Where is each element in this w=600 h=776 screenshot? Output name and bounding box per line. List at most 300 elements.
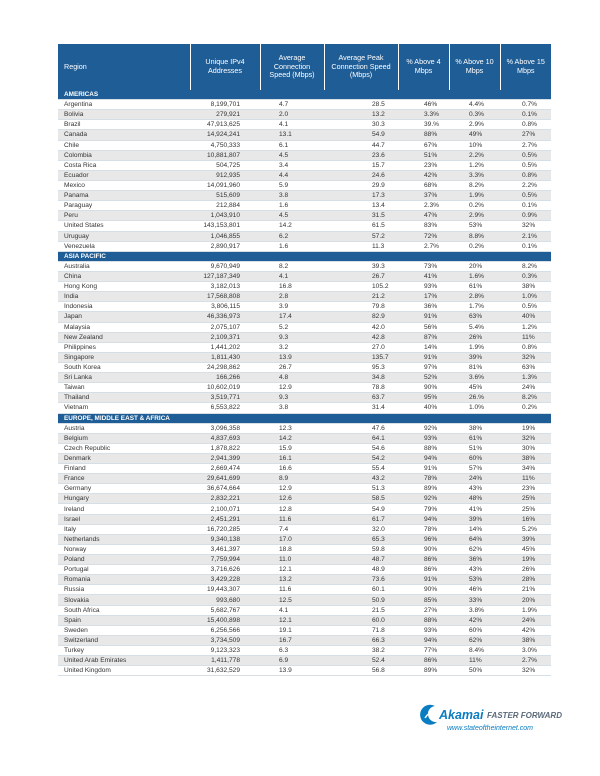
value-cell: 54.6 <box>324 443 398 453</box>
table-row <box>58 160 551 170</box>
value-cell: 7,759,994 <box>190 555 260 565</box>
value-cell: 13.2 <box>260 575 324 585</box>
country-cell: Indonesia <box>58 302 190 312</box>
value-cell: 86% <box>398 656 449 666</box>
country-cell: Canada <box>58 130 190 140</box>
value-cell: 16.8 <box>260 282 324 292</box>
value-cell: 1.6 <box>260 201 324 211</box>
value-cell: 26.7 <box>260 362 324 372</box>
value-cell: 30.3 <box>324 120 398 130</box>
country-cell: Sri Lanka <box>58 373 190 383</box>
value-cell: 61.5 <box>324 221 398 231</box>
value-cell: 17% <box>398 292 449 302</box>
country-cell: Denmark <box>58 453 190 463</box>
value-cell: 12.1 <box>260 565 324 575</box>
value-cell: 60% <box>449 625 500 635</box>
table-row <box>58 555 551 565</box>
value-cell: 0.2% <box>449 241 500 251</box>
value-cell: 61.7 <box>324 514 398 524</box>
value-cell: 1.9% <box>500 605 551 615</box>
value-cell: 0.2% <box>449 201 500 211</box>
value-cell: 11.6 <box>260 585 324 595</box>
value-cell: 3,519,771 <box>190 393 260 403</box>
value-cell: 2.7% <box>398 241 449 251</box>
table-row <box>58 261 551 271</box>
country-cell: United Kingdom <box>58 666 190 676</box>
table-row <box>58 646 551 656</box>
value-cell: 14% <box>449 524 500 534</box>
table-row <box>58 433 551 443</box>
value-cell: 39% <box>449 514 500 524</box>
country-cell: Malaysia <box>58 322 190 332</box>
value-cell: 1.9% <box>449 191 500 201</box>
value-cell: 1.0% <box>500 292 551 302</box>
value-cell: 0.1% <box>500 241 551 251</box>
country-cell: Norway <box>58 544 190 554</box>
table-row <box>58 170 551 180</box>
value-cell: 90% <box>398 383 449 393</box>
table-row <box>58 625 551 635</box>
value-cell: 93% <box>398 433 449 443</box>
value-cell: 77% <box>398 646 449 656</box>
country-cell: Singapore <box>58 352 190 362</box>
value-cell: 36% <box>449 555 500 565</box>
value-cell: 71.8 <box>324 625 398 635</box>
value-cell: 0.3% <box>449 110 500 120</box>
value-cell: 9,123,323 <box>190 646 260 656</box>
value-cell: 23% <box>500 484 551 494</box>
country-cell: Belgium <box>58 433 190 443</box>
value-cell: 81% <box>449 362 500 372</box>
value-cell: 24% <box>449 474 500 484</box>
value-cell: 73.6 <box>324 575 398 585</box>
value-cell: 4.4% <box>449 100 500 110</box>
value-cell: 23% <box>398 160 449 170</box>
value-cell: 0.5% <box>500 160 551 170</box>
value-cell: 15.9 <box>260 443 324 453</box>
country-cell: Netherlands <box>58 534 190 544</box>
value-cell: 45% <box>449 383 500 393</box>
table-row <box>58 383 551 393</box>
country-cell: India <box>58 292 190 302</box>
table-row <box>58 292 551 302</box>
country-cell: Mexico <box>58 180 190 190</box>
value-cell: 2.7% <box>500 656 551 666</box>
country-cell: Philippines <box>58 342 190 352</box>
value-cell: 8.2 <box>260 261 324 271</box>
country-cell: Poland <box>58 555 190 565</box>
table-row <box>58 271 551 281</box>
country-cell: Spain <box>58 615 190 625</box>
value-cell: 34.8 <box>324 373 398 383</box>
value-cell: 13.9 <box>260 666 324 676</box>
value-cell: 9.3 <box>260 332 324 342</box>
value-cell: 4,750,333 <box>190 140 260 150</box>
value-cell: 5.4% <box>449 322 500 332</box>
value-cell: 2,100,071 <box>190 504 260 514</box>
value-cell: 54.9 <box>324 130 398 140</box>
value-cell: 89% <box>398 666 449 676</box>
header-above-10: % Above 10 Mbps <box>449 44 500 90</box>
value-cell: 6,553,822 <box>190 403 260 413</box>
country-cell: Romania <box>58 575 190 585</box>
value-cell: 57.2 <box>324 231 398 241</box>
country-cell: Hong Kong <box>58 282 190 292</box>
table-row <box>58 504 551 514</box>
table-row <box>58 120 551 130</box>
table-row <box>58 656 551 666</box>
value-cell: 11% <box>500 474 551 484</box>
value-cell: 2.8 <box>260 292 324 302</box>
value-cell: 64.1 <box>324 433 398 443</box>
value-cell: 105.2 <box>324 282 398 292</box>
value-cell: 91% <box>398 352 449 362</box>
value-cell: 60% <box>449 453 500 463</box>
header-above-15: % Above 15 Mbps <box>500 44 551 90</box>
value-cell: 32% <box>500 666 551 676</box>
value-cell: 8.4% <box>449 646 500 656</box>
value-cell: 9.3 <box>260 393 324 403</box>
value-cell: 3.8 <box>260 403 324 413</box>
value-cell: 19% <box>500 423 551 433</box>
country-cell: Hungary <box>58 494 190 504</box>
value-cell: 51% <box>449 443 500 453</box>
value-cell: 19.1 <box>260 625 324 635</box>
table-row <box>58 342 551 352</box>
value-cell: 3.0% <box>500 646 551 656</box>
value-cell: 67% <box>398 140 449 150</box>
country-cell: South Korea <box>58 362 190 372</box>
value-cell: 27% <box>398 605 449 615</box>
value-cell: 33% <box>449 595 500 605</box>
value-cell: 15.7 <box>324 160 398 170</box>
value-cell: 25% <box>500 504 551 514</box>
value-cell: 62% <box>449 544 500 554</box>
header-avg-speed: Average Connection Speed (Mbps) <box>260 44 324 90</box>
country-cell: Slovakia <box>58 595 190 605</box>
country-cell: Bolivia <box>58 110 190 120</box>
value-cell: 43% <box>449 484 500 494</box>
country-cell: Peru <box>58 211 190 221</box>
value-cell: 42.0 <box>324 322 398 332</box>
value-cell: 2.0 <box>260 110 324 120</box>
value-cell: 912,935 <box>190 170 260 180</box>
value-cell: 3.8 <box>260 191 324 201</box>
value-cell: 6.2 <box>260 231 324 241</box>
value-cell: 46% <box>398 100 449 110</box>
value-cell: 38.2 <box>324 646 398 656</box>
value-cell: 3.3% <box>398 110 449 120</box>
country-cell: Paraguay <box>58 201 190 211</box>
value-cell: 96% <box>398 534 449 544</box>
table-row <box>58 180 551 190</box>
country-cell: Australia <box>58 261 190 271</box>
country-cell: Costa Rica <box>58 160 190 170</box>
country-cell: Sweden <box>58 625 190 635</box>
value-cell: 11% <box>449 656 500 666</box>
value-cell: 31.4 <box>324 403 398 413</box>
table-row <box>58 605 551 615</box>
value-cell: 3.6% <box>449 373 500 383</box>
akamai-tagline: FASTER FORWARD <box>487 711 562 720</box>
value-cell: 1.7% <box>449 302 500 312</box>
country-cell: Austria <box>58 423 190 433</box>
table-row <box>58 595 551 605</box>
table-row <box>58 322 551 332</box>
value-cell: 24% <box>500 615 551 625</box>
value-cell: 4.1 <box>260 271 324 281</box>
table-row <box>58 635 551 645</box>
table-row <box>58 312 551 322</box>
section-row <box>58 413 551 423</box>
section-row <box>58 90 551 100</box>
value-cell: 12.5 <box>260 595 324 605</box>
value-cell: 4,837,693 <box>190 433 260 443</box>
value-cell: 63.7 <box>324 393 398 403</box>
value-cell: 56.8 <box>324 666 398 676</box>
value-cell: 48.9 <box>324 565 398 575</box>
value-cell: 4.1 <box>260 120 324 130</box>
value-cell: 32.0 <box>324 524 398 534</box>
value-cell: 28.5 <box>324 100 398 110</box>
value-cell: 26.7 <box>324 271 398 281</box>
value-cell: 88% <box>398 443 449 453</box>
value-cell: 90% <box>398 544 449 554</box>
value-cell: 48% <box>449 494 500 504</box>
website-url: www.stateoftheinternet.com <box>447 725 533 732</box>
value-cell: 5.2 <box>260 322 324 332</box>
value-cell: 51% <box>398 150 449 160</box>
value-cell: 3.9 <box>260 302 324 312</box>
value-cell: 24% <box>500 383 551 393</box>
value-cell: 4.5 <box>260 211 324 221</box>
header-unique-ipv4: Unique IPv4 Addresses <box>190 44 260 90</box>
value-cell: 1,811,430 <box>190 352 260 362</box>
value-cell: 14.2 <box>260 221 324 231</box>
country-cell: Finland <box>58 464 190 474</box>
value-cell: 39.3 <box>324 261 398 271</box>
value-cell: 53% <box>449 221 500 231</box>
table-row <box>58 110 551 120</box>
value-cell: 4.7 <box>260 100 324 110</box>
value-cell: 39.% <box>398 120 449 130</box>
value-cell: 2,832,221 <box>190 494 260 504</box>
value-cell: 12.8 <box>260 504 324 514</box>
value-cell: 36,674,664 <box>190 484 260 494</box>
value-cell: 32% <box>500 352 551 362</box>
value-cell: 8.2% <box>500 393 551 403</box>
value-cell: 36% <box>398 302 449 312</box>
value-cell: 0.1% <box>500 110 551 120</box>
value-cell: 2,669,474 <box>190 464 260 474</box>
value-cell: 82.9 <box>324 312 398 322</box>
value-cell: 38% <box>449 423 500 433</box>
value-cell: 41% <box>449 504 500 514</box>
table-row <box>58 484 551 494</box>
value-cell: 12.1 <box>260 615 324 625</box>
value-cell: 79.8 <box>324 302 398 312</box>
value-cell: 41% <box>398 271 449 281</box>
table-row <box>58 453 551 463</box>
value-cell: 59.8 <box>324 544 398 554</box>
value-cell: 3.3% <box>449 170 500 180</box>
value-cell: 42% <box>449 615 500 625</box>
table-row <box>58 423 551 433</box>
value-cell: 78% <box>398 474 449 484</box>
value-cell: 17.4 <box>260 312 324 322</box>
value-cell: 3.4 <box>260 160 324 170</box>
value-cell: 13.9 <box>260 352 324 362</box>
value-cell: 90% <box>398 585 449 595</box>
value-cell: 94% <box>398 635 449 645</box>
value-cell: 47,913,625 <box>190 120 260 130</box>
country-cell: Ireland <box>58 504 190 514</box>
value-cell: 1,411,778 <box>190 656 260 666</box>
value-cell: 1,441,202 <box>190 342 260 352</box>
country-cell: Taiwan <box>58 383 190 393</box>
value-cell: 95% <box>398 393 449 403</box>
value-cell: 94% <box>398 514 449 524</box>
country-cell: United Arab Emirates <box>58 656 190 666</box>
value-cell: 3,734,509 <box>190 635 260 645</box>
value-cell: 10% <box>449 140 500 150</box>
value-cell: 42.8 <box>324 332 398 342</box>
value-cell: 47.6 <box>324 423 398 433</box>
value-cell: 11.3 <box>324 241 398 251</box>
value-cell: 17.0 <box>260 534 324 544</box>
table-row <box>58 514 551 524</box>
value-cell: 64% <box>449 534 500 544</box>
table-row <box>58 373 551 383</box>
value-cell: 20% <box>449 261 500 271</box>
value-cell: 68% <box>398 180 449 190</box>
value-cell: 63% <box>500 362 551 372</box>
value-cell: 93% <box>398 282 449 292</box>
table-row <box>58 211 551 221</box>
value-cell: 2.9% <box>449 211 500 221</box>
table-row <box>58 130 551 140</box>
value-cell: 11.0 <box>260 555 324 565</box>
value-cell: 12.6 <box>260 494 324 504</box>
header-above-4: % Above 4 Mbps <box>398 44 449 90</box>
value-cell: 31.5 <box>324 211 398 221</box>
value-cell: 1.6% <box>449 271 500 281</box>
value-cell: 61% <box>449 282 500 292</box>
value-cell: 56% <box>398 322 449 332</box>
value-cell: 27.0 <box>324 342 398 352</box>
value-cell: 97% <box>398 362 449 372</box>
value-cell: 46,336,973 <box>190 312 260 322</box>
value-cell: 2,451,291 <box>190 514 260 524</box>
value-cell: 10,602,019 <box>190 383 260 393</box>
value-cell: 92% <box>398 494 449 504</box>
value-cell: 78.8 <box>324 383 398 393</box>
value-cell: 40% <box>500 312 551 322</box>
value-cell: 19% <box>500 555 551 565</box>
value-cell: 91% <box>398 464 449 474</box>
value-cell: 92% <box>398 423 449 433</box>
value-cell: 2,890,917 <box>190 241 260 251</box>
value-cell: 6,256,566 <box>190 625 260 635</box>
value-cell: 88% <box>398 615 449 625</box>
value-cell: 1.0% <box>449 403 500 413</box>
country-cell: South Africa <box>58 605 190 615</box>
value-cell: 45% <box>500 544 551 554</box>
table-row <box>58 352 551 362</box>
table-row <box>58 221 551 231</box>
value-cell: 20% <box>500 595 551 605</box>
value-cell: 1.9% <box>449 342 500 352</box>
country-cell: Brazil <box>58 120 190 130</box>
value-cell: 166,266 <box>190 373 260 383</box>
value-cell: 94% <box>398 453 449 463</box>
value-cell: 0.7% <box>500 100 551 110</box>
country-cell: Portugal <box>58 565 190 575</box>
table-row <box>58 464 551 474</box>
value-cell: 28% <box>500 575 551 585</box>
country-cell: Italy <box>58 524 190 534</box>
table-row <box>58 332 551 342</box>
value-cell: 87% <box>398 332 449 342</box>
akamai-logo <box>419 704 562 742</box>
value-cell: 1,046,855 <box>190 231 260 241</box>
value-cell: 85% <box>398 595 449 605</box>
value-cell: 11.6 <box>260 514 324 524</box>
value-cell: 86% <box>398 555 449 565</box>
value-cell: 27% <box>500 130 551 140</box>
value-cell: 26.% <box>449 393 500 403</box>
value-cell: 14% <box>398 342 449 352</box>
akamai-swoosh-icon <box>419 704 441 726</box>
table-row <box>58 201 551 211</box>
value-cell: 2.9% <box>449 120 500 130</box>
value-cell: 16.7 <box>260 635 324 645</box>
value-cell: 88% <box>398 130 449 140</box>
value-cell: 5,682,767 <box>190 605 260 615</box>
value-cell: 43% <box>449 565 500 575</box>
value-cell: 0.8% <box>500 170 551 180</box>
value-cell: 515,609 <box>190 191 260 201</box>
country-cell: Ecuador <box>58 170 190 180</box>
value-cell: 279,921 <box>190 110 260 120</box>
country-cell: Uruguay <box>58 231 190 241</box>
value-cell: 7.4 <box>260 524 324 534</box>
value-cell: 21.2 <box>324 292 398 302</box>
value-cell: 16.1 <box>260 453 324 463</box>
table-row <box>58 241 551 251</box>
value-cell: 63% <box>449 312 500 322</box>
value-cell: 212,884 <box>190 201 260 211</box>
value-cell: 72% <box>398 231 449 241</box>
value-cell: 3,716,626 <box>190 565 260 575</box>
table-row <box>58 150 551 160</box>
value-cell: 38% <box>500 635 551 645</box>
value-cell: 6.9 <box>260 656 324 666</box>
table-row <box>58 302 551 312</box>
value-cell: 3.8% <box>449 605 500 615</box>
value-cell: 11% <box>500 332 551 342</box>
value-cell: 39% <box>500 534 551 544</box>
value-cell: 0.8% <box>500 120 551 130</box>
country-cell: Thailand <box>58 393 190 403</box>
country-cell: Panama <box>58 191 190 201</box>
value-cell: 12.9 <box>260 484 324 494</box>
table-row <box>58 362 551 372</box>
value-cell: 50.9 <box>324 595 398 605</box>
value-cell: 3,182,013 <box>190 282 260 292</box>
value-cell: 73% <box>398 261 449 271</box>
value-cell: 0.8% <box>500 342 551 352</box>
